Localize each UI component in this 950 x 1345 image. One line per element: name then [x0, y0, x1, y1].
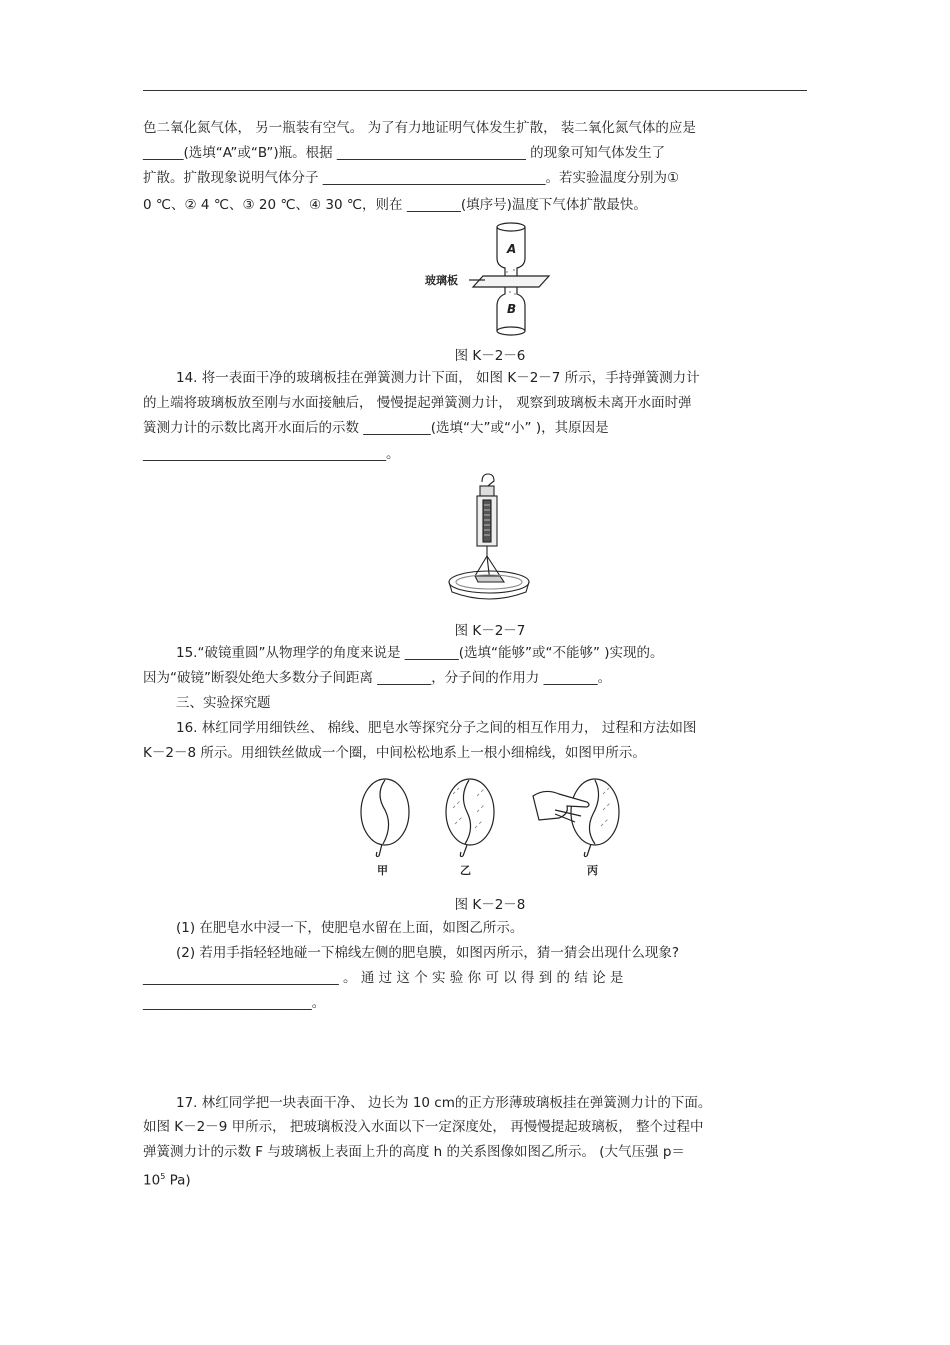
label-yi: 乙 — [460, 864, 471, 877]
label-jia: 甲 — [377, 864, 388, 877]
q16-line4: _________________________。 — [143, 995, 326, 1011]
label-bing: 丙 — [587, 864, 598, 877]
q13-line1: 色二氧化氮气体， 另一瓶装有空气。 为了有力地证明气体发生扩散， 装二氧化氮气体的应是 — [143, 120, 696, 136]
bottle-b-label: B — [507, 302, 517, 316]
figure-k-2-7-spring-scale — [440, 472, 540, 606]
q17-pressure-exponent: 5 — [160, 1172, 166, 1181]
q15-line2: 因为“破镜”断裂处绝大多数分子间距离 ________，分子间的作用力 ________。 — [143, 670, 612, 686]
q14-line1: 14. 将一表面干净的玻璃板挂在弹簧测力计下面， 如图 K－2－7 所示，手持弹簧测力计 — [176, 370, 700, 386]
q16-sub2: (2) 若用手指轻轻地碰一下棉线左侧的肥皂膜，如图丙所示，猜一猜会出现什么现象? — [176, 945, 680, 961]
q14-line2: 的上端将玻璃板放至刚与水面接触后， 慢慢提起弹簧测力计， 观察到玻璃板未离开水面时弹 — [143, 395, 692, 411]
section-3-title: 三、实验探究题 — [176, 695, 271, 711]
bottle-a-label: A — [507, 242, 517, 256]
q13-line4: 0 ℃、② 4 ℃、③ 20 ℃、④ 30 ℃，则在 ________(填序号)温度下气体扩散最快。 — [143, 197, 647, 213]
figure-k-2-6-caption: 图 K－2－6 — [454, 348, 526, 364]
q15-line1: 15.“破镜重圆”从物理学的角度来说是 ________(选填“能够”或“不能够” )实现的。 — [176, 645, 664, 661]
q17-line1: 17. 林红同学把一块表面干净、 边长为 10 cm的正方形薄玻璃板挂在弹簧测力计的下面。 — [176, 1095, 712, 1111]
q17-pressure-unit: Pa) — [165, 1172, 191, 1189]
glass-plate-label: 玻璃板 — [425, 274, 458, 287]
figure-k-2-8-wire-loops — [355, 774, 625, 880]
q17-pressure-base: 10 — [143, 1172, 161, 1189]
q16-line3: _____________________________ 。 通 过 这 个 实 验 你 可 以 得 到 的 结 论 是 — [143, 970, 624, 986]
q14-line4: ____________________________________。 — [143, 446, 400, 462]
q17-line2: 如图 K－2－9 甲所示， 把玻璃板没入水面以下一定深度处， 再慢慢提起玻璃板， 整个过程中 — [143, 1119, 704, 1135]
q16-line1: 16. 林红同学用细铁丝、 棉线、肥皂水等探究分子之间的相互作用力， 过程和方法如图 — [176, 720, 697, 736]
q16-sub1: (1) 在肥皂水中浸一下，使肥皂水留在上面，如图乙所示。 — [176, 920, 524, 936]
q17-line4 — [143, 1167, 191, 1191]
q17-line3: 弹簧测力计的示数 F 与玻璃板上表面上升的高度 h 的关系图像如图乙所示。 (大气压强 p＝ — [143, 1144, 685, 1160]
q13-line3: 扩散。扩散现象说明气体分子 _________________________________。若实验温度分别为① — [143, 170, 680, 186]
figure-k-2-6-gas-bottles — [425, 218, 565, 340]
q14-line3: 簧测力计的示数比离开水面后的示数 __________(选填“大”或“小” )，其原因是 — [143, 420, 609, 436]
figure-k-2-7-caption: 图 K－2－7 — [454, 623, 526, 639]
header-rule — [143, 90, 807, 91]
figure-k-2-8-caption: 图 K－2－8 — [454, 897, 526, 913]
q13-line2: ______(选填“A”或“B”)瓶。根据 ____________________________ 的现象可知气体发生了 — [143, 145, 666, 161]
q16-line2: K－2－8 所示。用细铁丝做成一个圈，中间松松地系上一根小细棉线，如图甲所示。 — [143, 745, 646, 761]
